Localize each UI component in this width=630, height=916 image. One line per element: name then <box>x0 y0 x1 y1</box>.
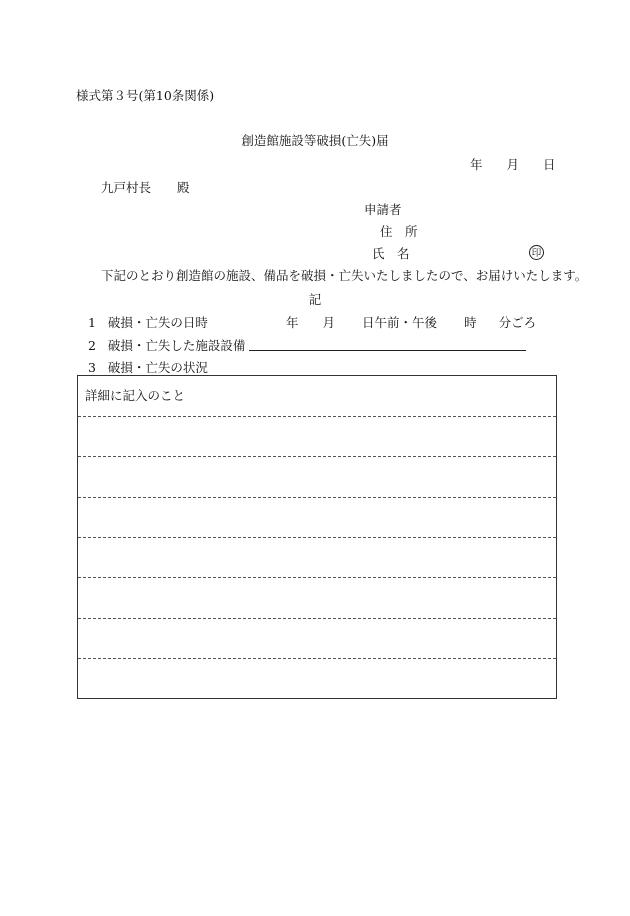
datetime-hour: 時 <box>464 315 477 330</box>
form-number: 様式第３号(第10条関係) <box>76 88 215 103</box>
item-number: 1 <box>88 315 96 330</box>
date-month: 月 <box>506 157 520 172</box>
ruled-line <box>78 416 556 417</box>
details-box-label: 詳細に記入のこと <box>85 388 186 403</box>
datetime-month: 月 <box>322 315 336 330</box>
item-number: 2 <box>88 338 96 353</box>
datetime-minute: 分ごろ <box>498 315 537 330</box>
applicant-heading: 申請者 <box>364 202 402 217</box>
ruled-line <box>78 456 556 457</box>
submission-date <box>448 157 556 173</box>
ruled-line <box>78 537 556 538</box>
address-label: 住 所 <box>380 224 418 239</box>
body-text: 下記のとおり創造館の施設、備品を破損・亡失いたしましたので、お届けいたします。 <box>101 268 588 283</box>
item-label: 破損・亡失の状況 <box>107 360 208 375</box>
datetime-year: 年 <box>286 315 299 330</box>
date-year: 年 <box>470 157 483 172</box>
seal-mark: 印 <box>529 245 544 260</box>
addressee-honorific: 殿 <box>177 180 190 195</box>
item-label: 破損・亡失した施設設備 <box>107 338 246 353</box>
name-label: 氏 名 <box>372 246 410 261</box>
ruled-line <box>78 618 556 619</box>
datetime-day: 日 <box>362 315 375 330</box>
item-label: 破損・亡失の日時 <box>107 315 208 330</box>
datetime-ampm: 午前・午後 <box>374 315 438 330</box>
ruled-line <box>78 497 556 498</box>
item-equipment <box>88 338 245 354</box>
item-situation <box>88 360 208 376</box>
equipment-fill-line[interactable] <box>249 350 526 351</box>
addressee <box>101 180 190 196</box>
ruled-line <box>78 658 556 659</box>
item-number: 3 <box>88 360 96 375</box>
ki-heading: 記 <box>308 292 322 307</box>
addressee-name: 九戸村長 <box>101 180 152 195</box>
item-datetime <box>88 315 208 331</box>
ruled-line <box>78 577 556 578</box>
item-datetime-fields <box>286 315 536 331</box>
date-day: 日 <box>543 157 556 172</box>
details-box[interactable] <box>77 375 557 699</box>
page-title: 創造館施設等破損(亡失)届 <box>241 133 389 148</box>
